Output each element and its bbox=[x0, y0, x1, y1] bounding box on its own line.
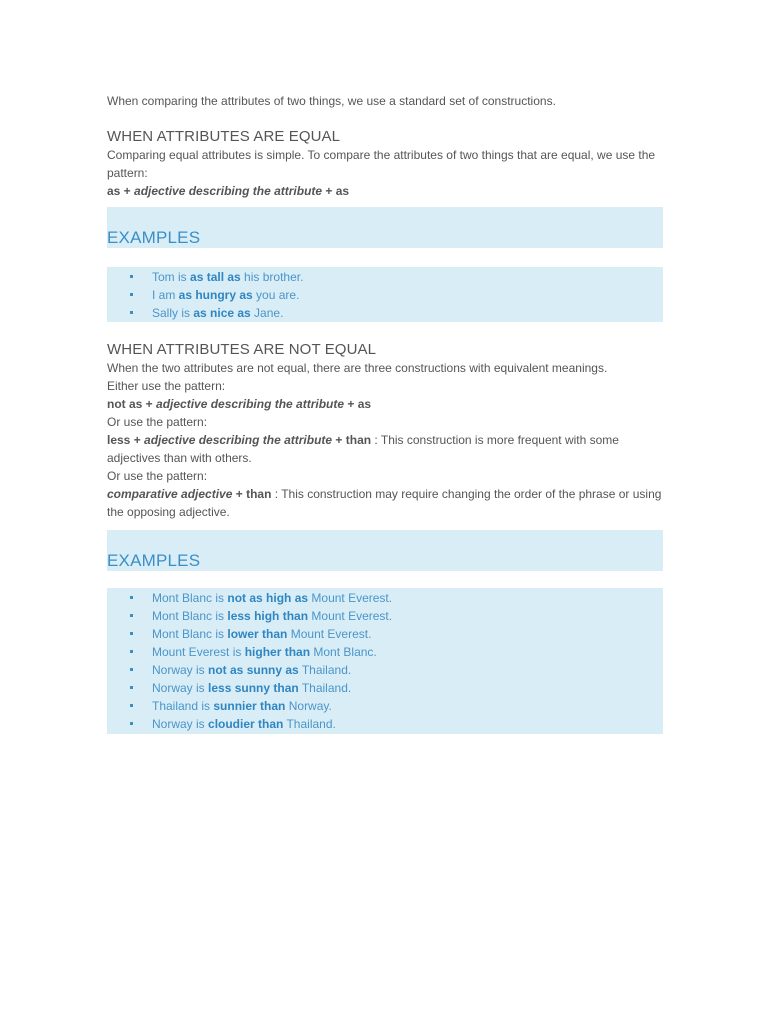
examples-list-not-equal bbox=[107, 588, 663, 734]
pattern-part: adjective describing the attribute bbox=[134, 184, 323, 198]
list-item: Tom is as tall as his brother. bbox=[107, 268, 663, 286]
list-item: Mont Blanc is less high than Mount Everest. bbox=[107, 607, 663, 625]
pattern-intro: Either use the pattern: bbox=[107, 379, 226, 393]
pattern-intro: Or use the pattern: bbox=[107, 469, 208, 483]
heading-not-equal: WHEN ATTRIBUTES ARE NOT EQUAL bbox=[107, 341, 377, 358]
bullet-icon bbox=[130, 668, 133, 671]
list-item: Norway is not as sunny as Thailand. bbox=[107, 661, 663, 679]
bullet-icon bbox=[130, 311, 133, 314]
not-as-pattern: not as + adjective describing the attribute + as bbox=[107, 397, 372, 411]
bullet-icon bbox=[130, 704, 133, 707]
bullet-icon bbox=[130, 632, 133, 635]
list-item: Mount Everest is higher than Mont Blanc. bbox=[107, 643, 663, 661]
pattern-part: as + bbox=[107, 184, 135, 198]
examples-title: EXAMPLES bbox=[107, 551, 201, 570]
list-item: Mont Blanc is lower than Mount Everest. bbox=[107, 625, 663, 643]
bullet-icon bbox=[130, 722, 133, 725]
list-item: I am as hungry as you are. bbox=[107, 286, 663, 304]
heading-equal: WHEN ATTRIBUTES ARE EQUAL bbox=[107, 128, 341, 145]
bullet-icon bbox=[130, 650, 133, 653]
pattern-part: + as bbox=[322, 184, 350, 198]
pattern-intro: Or use the pattern: bbox=[107, 415, 208, 429]
bullet-icon bbox=[130, 614, 133, 617]
list-item: Norway is cloudier than Thailand. bbox=[107, 715, 663, 733]
comparative-pattern: comparative adjective + than : This construction may require changing the order of the phrase or using the opposing adjective. bbox=[107, 487, 662, 519]
list-item: Norway is less sunny than Thailand. bbox=[107, 679, 663, 697]
bullet-icon bbox=[130, 686, 133, 689]
equal-pattern bbox=[107, 182, 663, 200]
examples-list-equal bbox=[107, 267, 663, 322]
bullet-icon bbox=[130, 293, 133, 296]
bullet-icon bbox=[130, 275, 133, 278]
list-item: Thailand is sunnier than Norway. bbox=[107, 697, 663, 715]
list-item: Sally is as nice as Jane. bbox=[107, 304, 663, 322]
examples-title: EXAMPLES bbox=[107, 228, 201, 247]
equal-description: Comparing equal attributes is simple. To compare the attributes of two things that are equal, we use the pattern: bbox=[107, 148, 656, 180]
less-than-pattern: less + adjective describing the attribute + than : This construction is more frequent with some adjectives than with others. bbox=[107, 433, 619, 465]
not-equal-description: When the two attributes are not equal, there are three constructions with equivalent meanings. bbox=[107, 361, 608, 375]
intro-text: When comparing the attributes of two things, we use a standard set of constructions. bbox=[107, 94, 556, 108]
examples-banner bbox=[107, 207, 663, 248]
document-page bbox=[107, 93, 663, 734]
list-item: Mont Blanc is not as high as Mount Everest. bbox=[107, 589, 663, 607]
bullet-icon bbox=[130, 596, 133, 599]
examples-banner bbox=[107, 530, 663, 571]
